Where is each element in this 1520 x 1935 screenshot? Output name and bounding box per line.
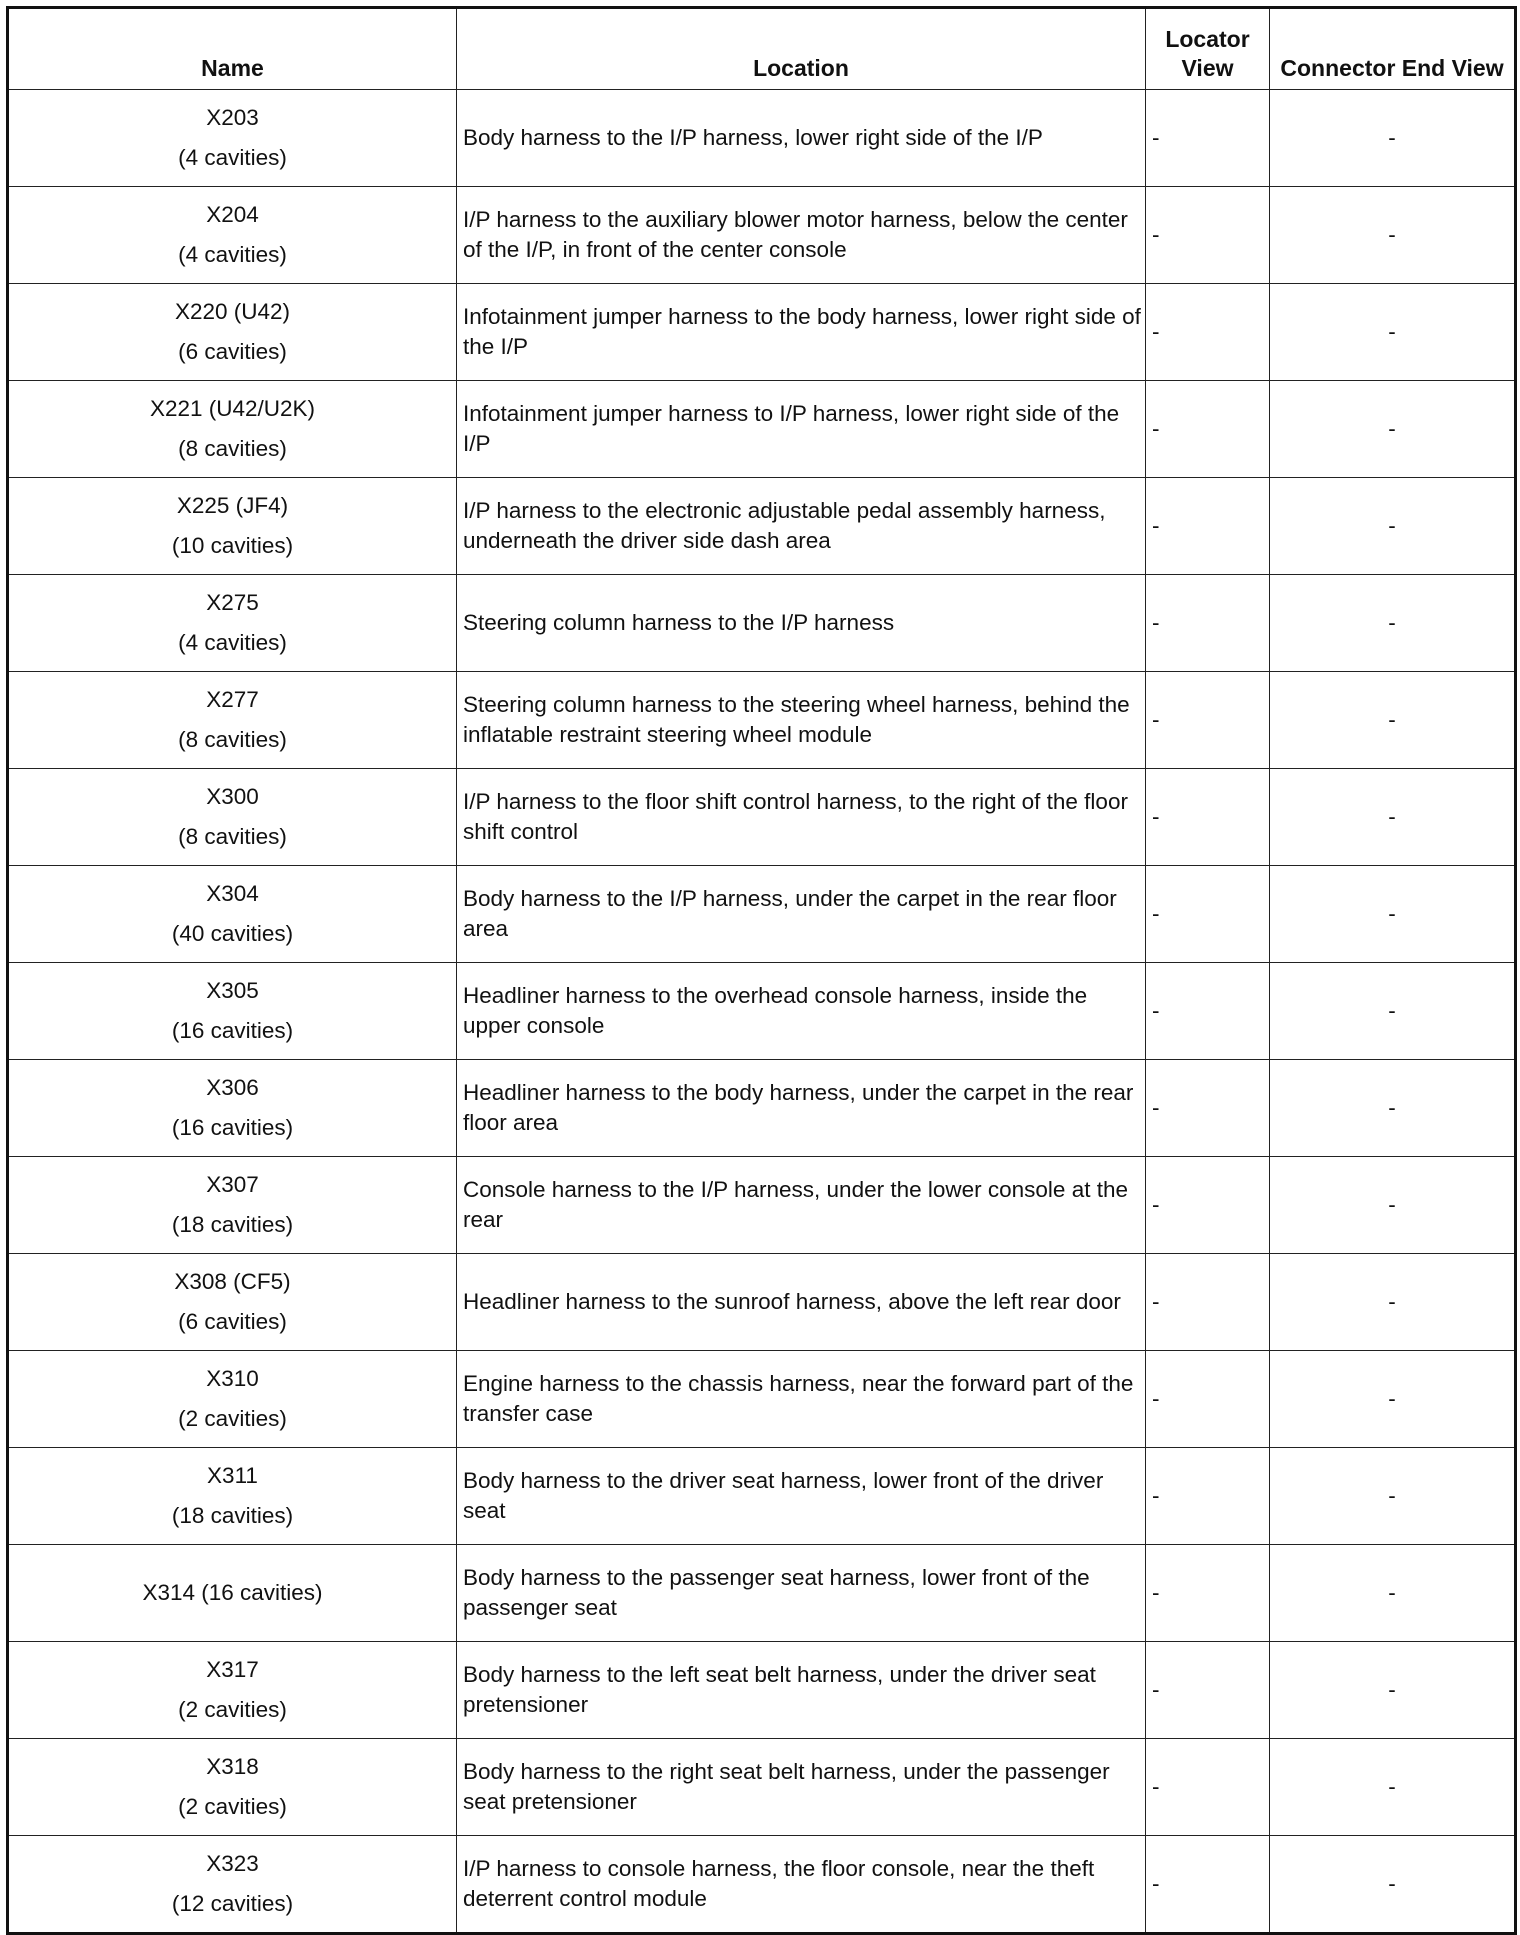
locator-view-cell: - (1146, 1545, 1270, 1642)
locator-view-cell: - (1146, 866, 1270, 963)
connector-location-cell: I/P harness to console harness, the floor console, near the theft deterrent control module (457, 1836, 1146, 1934)
connector-end-view-cell: - (1270, 187, 1516, 284)
connector-id: X314 (16 cavities) (142, 1580, 323, 1605)
table-row (8, 478, 1516, 575)
connector-cavities: (2 cavities) (178, 1794, 287, 1819)
connector-id: X317 (206, 1657, 259, 1682)
connector-location-cell: I/P harness to the auxiliary blower motor harness, below the center of the I/P, in front of the center console (457, 187, 1146, 284)
table-row (8, 1836, 1516, 1934)
connector-location-cell: Headliner harness to the body harness, under the carpet in the rear floor area (457, 1060, 1146, 1157)
connector-id: X225 (JF4) (176, 493, 289, 518)
connector-name-cell (8, 769, 457, 866)
table-row (8, 866, 1516, 963)
connector-name-cell (8, 284, 457, 381)
column-header-connector-end-view: Connector End View (1270, 8, 1516, 90)
connector-location-cell: Console harness to the I/P harness, under the lower console at the rear (457, 1157, 1146, 1254)
table-row (8, 769, 1516, 866)
connector-name-cell (8, 90, 457, 187)
connector-end-view-cell: - (1270, 963, 1516, 1060)
locator-view-cell: - (1146, 1254, 1270, 1351)
connector-location-cell: Body harness to the I/P harness, under the carpet in the rear floor area (457, 866, 1146, 963)
connector-name-cell (8, 1642, 457, 1739)
connector-name-cell (8, 1836, 457, 1934)
table-row (8, 1642, 1516, 1739)
connector-location-cell: Body harness to the driver seat harness, lower front of the driver seat (457, 1448, 1146, 1545)
connector-id: X300 (206, 784, 259, 809)
connector-name-cell (8, 1739, 457, 1836)
connector-location-cell: Body harness to the left seat belt harness, under the driver seat pretensioner (457, 1642, 1146, 1739)
connector-end-view-cell: - (1270, 672, 1516, 769)
connector-cavities: (18 cavities) (171, 1503, 294, 1528)
connector-location-cell: Headliner harness to the sunroof harness, above the left rear door (457, 1254, 1146, 1351)
table-row (8, 381, 1516, 478)
connector-cavities: (8 cavities) (178, 727, 287, 752)
locator-view-cell: - (1146, 1448, 1270, 1545)
column-header-locator-view: Locator View (1146, 8, 1270, 90)
connector-id: X275 (206, 590, 259, 615)
connector-end-view-cell: - (1270, 1836, 1516, 1934)
table-row (8, 1448, 1516, 1545)
connector-name-cell (8, 963, 457, 1060)
connector-id: X306 (206, 1075, 259, 1100)
table-row (8, 1157, 1516, 1254)
connector-location-cell: Steering column harness to the I/P harness (457, 575, 1146, 672)
connector-end-view-cell: - (1270, 1642, 1516, 1739)
connector-id: X203 (206, 105, 259, 130)
table-row (8, 1351, 1516, 1448)
connector-location-cell: Body harness to the passenger seat harness, lower front of the passenger seat (457, 1545, 1146, 1642)
locator-view-cell: - (1146, 575, 1270, 672)
locator-view-cell: - (1146, 1351, 1270, 1448)
connector-name-cell (8, 866, 457, 963)
connector-name-cell (8, 1157, 457, 1254)
table-row (8, 187, 1516, 284)
connector-location-cell: Headliner harness to the overhead console harness, inside the upper console (457, 963, 1146, 1060)
connector-cavities: (18 cavities) (171, 1212, 294, 1237)
connector-end-view-cell: - (1270, 90, 1516, 187)
connector-id: X308 (CF5) (174, 1269, 291, 1294)
connector-name-cell (8, 1060, 457, 1157)
locator-view-cell: - (1146, 1739, 1270, 1836)
locator-view-cell: - (1146, 963, 1270, 1060)
connector-id: X318 (206, 1754, 259, 1779)
connector-cavities: (2 cavities) (178, 1406, 287, 1431)
connector-cavities: (4 cavities) (178, 145, 287, 170)
table-row (8, 1254, 1516, 1351)
connector-location-cell: Infotainment jumper harness to I/P harness, lower right side of the I/P (457, 381, 1146, 478)
column-header-location: Location (457, 8, 1146, 90)
connector-location-cell: Steering column harness to the steering wheel harness, behind the inflatable restraint steering wheel module (457, 672, 1146, 769)
connector-name-cell (8, 575, 457, 672)
connector-end-view-cell: - (1270, 769, 1516, 866)
connector-name-cell (8, 1254, 457, 1351)
connector-end-view-cell: - (1270, 575, 1516, 672)
connector-id: X310 (206, 1366, 259, 1391)
column-header-name: Name (8, 8, 457, 90)
table-body (8, 90, 1516, 1934)
connector-end-view-cell: - (1270, 1351, 1516, 1448)
locator-view-cell: - (1146, 1157, 1270, 1254)
table-row (8, 90, 1516, 187)
table-row (8, 575, 1516, 672)
connector-name-cell (8, 478, 457, 575)
connector-end-view-cell: - (1270, 284, 1516, 381)
connector-end-view-cell: - (1270, 1448, 1516, 1545)
connector-end-view-cell: - (1270, 1060, 1516, 1157)
connector-id: X220 (U42) (174, 299, 291, 324)
connector-cavities: (2 cavities) (178, 1697, 287, 1722)
connector-name-cell (8, 187, 457, 284)
table-row (8, 284, 1516, 381)
connector-end-view-cell: - (1270, 381, 1516, 478)
locator-view-cell: - (1146, 1060, 1270, 1157)
connector-name-cell (8, 1545, 457, 1642)
connector-end-view-cell: - (1270, 1254, 1516, 1351)
connector-location-cell: Body harness to the right seat belt harness, under the passenger seat pretensioner (457, 1739, 1146, 1836)
connector-name-cell (8, 1351, 457, 1448)
table-row (8, 672, 1516, 769)
table-row (8, 1060, 1516, 1157)
connector-id: X323 (206, 1851, 259, 1876)
connector-end-view-cell: - (1270, 1739, 1516, 1836)
locator-view-cell: - (1146, 1642, 1270, 1739)
connector-id: X304 (206, 881, 259, 906)
locator-view-cell: - (1146, 284, 1270, 381)
locator-view-cell: - (1146, 769, 1270, 866)
connector-end-view-cell: - (1270, 1545, 1516, 1642)
connector-location-cell: Infotainment jumper harness to the body harness, lower right side of the I/P (457, 284, 1146, 381)
locator-view-cell: - (1146, 478, 1270, 575)
connector-cavities: (10 cavities) (171, 533, 294, 558)
connector-id: X277 (206, 687, 259, 712)
connector-cavities: (16 cavities) (171, 1115, 294, 1140)
connector-cavities: (4 cavities) (178, 630, 287, 655)
connector-location-cell: I/P harness to the electronic adjustable pedal assembly harness, underneath the driver side dash area (457, 478, 1146, 575)
connector-id: X305 (206, 978, 259, 1003)
table-row (8, 1545, 1516, 1642)
connector-id: X311 (207, 1463, 258, 1488)
connector-cavities: (16 cavities) (171, 1018, 294, 1043)
connector-end-view-cell: - (1270, 1157, 1516, 1254)
locator-view-cell: - (1146, 381, 1270, 478)
connector-cavities: (6 cavities) (178, 1309, 287, 1334)
connector-name-cell (8, 672, 457, 769)
locator-view-cell: - (1146, 187, 1270, 284)
connector-id: X307 (206, 1172, 259, 1197)
connector-cavities: (6 cavities) (178, 339, 287, 364)
connector-id: X221 (U42/U2K) (149, 396, 316, 421)
locator-view-cell: - (1146, 672, 1270, 769)
table-header (8, 8, 1516, 90)
table-row (8, 963, 1516, 1060)
connector-location-cell: Body harness to the I/P harness, lower right side of the I/P (457, 90, 1146, 187)
connector-cavities: (12 cavities) (171, 1891, 294, 1916)
connector-cavities: (4 cavities) (178, 242, 287, 267)
connector-end-view-cell: - (1270, 866, 1516, 963)
connector-name-cell (8, 1448, 457, 1545)
connector-end-view-cell: - (1270, 478, 1516, 575)
connector-cavities: (8 cavities) (178, 436, 287, 461)
connector-cavities: (8 cavities) (178, 824, 287, 849)
connector-location-cell: I/P harness to the floor shift control harness, to the right of the floor shift control (457, 769, 1146, 866)
connector-table (6, 6, 1517, 1935)
header-row (8, 8, 1516, 90)
locator-view-cell: - (1146, 90, 1270, 187)
connector-cavities: (40 cavities) (171, 921, 294, 946)
table-row (8, 1739, 1516, 1836)
connector-table-sheet (6, 6, 1514, 1935)
connector-id: X204 (206, 202, 259, 227)
connector-name-cell (8, 381, 457, 478)
connector-location-cell: Engine harness to the chassis harness, near the forward part of the transfer case (457, 1351, 1146, 1448)
locator-view-cell: - (1146, 1836, 1270, 1934)
